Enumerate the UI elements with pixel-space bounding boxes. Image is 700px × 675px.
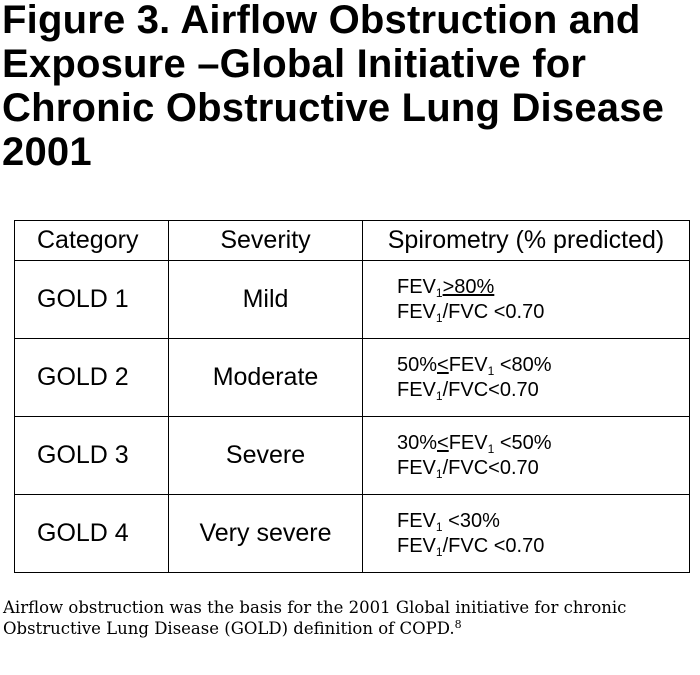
severity-cell: Mild — [169, 261, 363, 339]
upper-bound: <50% — [494, 431, 552, 454]
comparator: < — [437, 353, 449, 376]
spirometry-cell — [363, 261, 690, 339]
spirometry-line — [397, 300, 689, 325]
figure-title: Figure 3. Airflow Obstruction and Exposure –Global Initiative for Chronic Obstructive Lung Disease 2001 — [2, 0, 665, 174]
threshold-value: >80% — [442, 275, 495, 298]
spirometry-line — [397, 534, 689, 559]
figure-caption — [3, 597, 693, 639]
fev-label: FEV — [397, 456, 436, 479]
spirometry-cell — [363, 339, 690, 417]
fev-label: FEV — [397, 534, 436, 557]
ratio-value: /FVC<0.70 — [442, 456, 539, 479]
category-cell: GOLD 4 — [15, 495, 169, 573]
fev-subscript: 1 — [435, 388, 443, 403]
header-severity: Severity — [169, 221, 363, 261]
fev-subscript: 1 — [487, 363, 495, 378]
table-row — [15, 417, 690, 495]
ratio-value: /FVC <0.70 — [442, 534, 545, 557]
table-row — [15, 495, 690, 573]
spirometry-line — [397, 509, 689, 534]
fev-label: FEV — [397, 378, 436, 401]
table-row — [15, 261, 690, 339]
spirometry-line — [397, 456, 689, 481]
reference-number: 8 — [454, 618, 462, 631]
fev-label: FEV — [448, 431, 488, 454]
table-header-row — [15, 221, 690, 261]
category-cell: GOLD 1 — [15, 261, 169, 339]
ratio-value: /FVC<0.70 — [442, 378, 539, 401]
fev-label: FEV — [397, 509, 436, 532]
lower-bound: 30% — [397, 431, 438, 454]
severity-cell: Severe — [169, 417, 363, 495]
fev-subscript: 1 — [435, 285, 443, 300]
fev-label: FEV — [397, 300, 436, 323]
header-spirometry: Spirometry (% predicted) — [363, 221, 690, 261]
upper-bound: <80% — [494, 353, 552, 376]
fev-subscript: 1 — [487, 441, 495, 456]
fev-label: FEV — [397, 275, 436, 298]
header-category: Category — [15, 221, 169, 261]
fev-label: FEV — [448, 353, 488, 376]
fev-subscript: 1 — [435, 310, 443, 325]
threshold-value: <30% — [442, 509, 500, 532]
caption-text: Airflow obstruction was the basis for the 2001 Global initiative for chronic Obstructive Lung Disease (GOLD) definition of COPD. — [3, 598, 627, 638]
category-cell: GOLD 2 — [15, 339, 169, 417]
gold-classification-table — [14, 220, 690, 573]
fev-subscript: 1 — [435, 544, 443, 559]
spirometry-cell — [363, 417, 690, 495]
severity-cell: Moderate — [169, 339, 363, 417]
gold-table-container — [14, 220, 690, 573]
spirometry-line — [397, 275, 689, 300]
severity-cell: Very severe — [169, 495, 363, 573]
table-row — [15, 339, 690, 417]
spirometry-line — [397, 353, 689, 378]
fev-subscript: 1 — [435, 466, 443, 481]
spirometry-cell — [363, 495, 690, 573]
spirometry-line — [397, 431, 689, 456]
category-cell: GOLD 3 — [15, 417, 169, 495]
spirometry-line — [397, 378, 689, 403]
comparator: < — [437, 431, 449, 454]
lower-bound: 50% — [397, 353, 438, 376]
ratio-value: /FVC <0.70 — [442, 300, 545, 323]
fev-subscript: 1 — [435, 519, 443, 534]
